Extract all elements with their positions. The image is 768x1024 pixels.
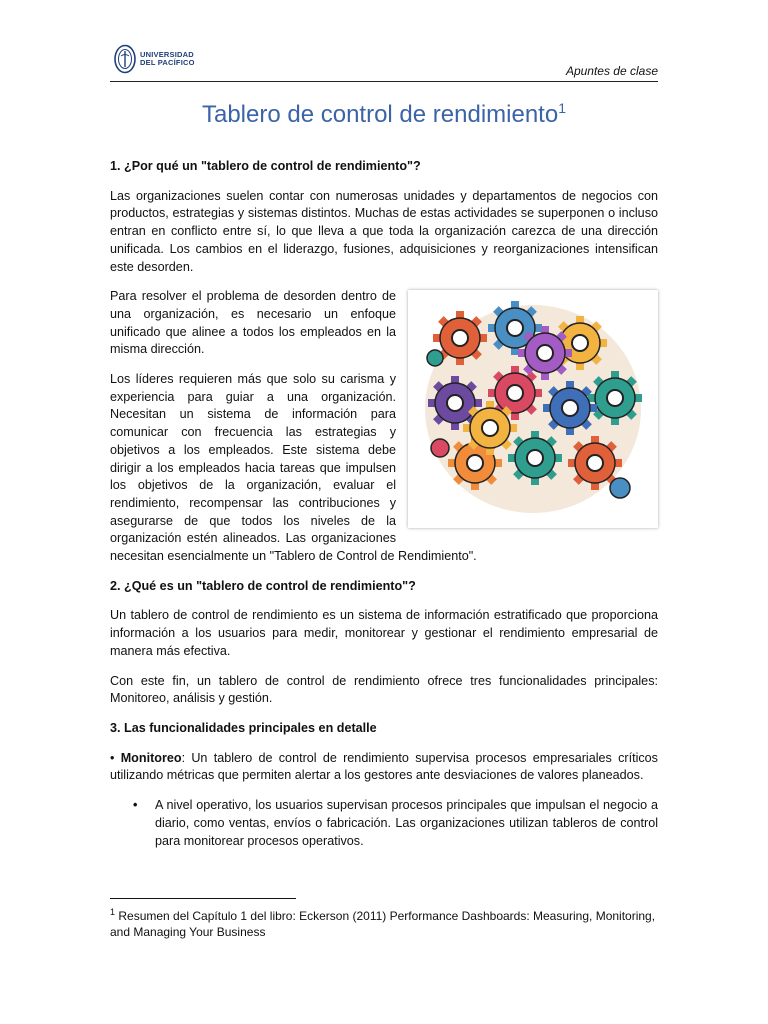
monitoring-text: : Un tablero de control de rendimiento supervisa procesos empresariales críticos utilizando métricas que permiten alertar a los gestores ante desviaciones de valores planeados.: [110, 750, 658, 783]
section-1-heading: 1. ¿Por qué un "tablero de control de rendimiento"?: [110, 159, 421, 173]
university-seal-icon: [114, 44, 136, 74]
title-text: Tablero de control de rendimiento: [201, 101, 559, 128]
header-divider: [110, 81, 658, 82]
logo-line-2: DEL PACÍFICO: [140, 58, 195, 67]
footnote: [110, 904, 658, 940]
section-2-paragraph-1: Un tablero de control de rendimiento es un sistema de información estratificado que proporciona información a los usuarios para medir, monitorear y gestionar el rendimiento empresarial de manera más efectiva.: [110, 608, 658, 658]
university-logo: [114, 44, 195, 74]
header-label: Apuntes de clase: [565, 64, 658, 78]
footnote-marker: 1: [110, 907, 116, 917]
monitoring-bullet: •: [110, 750, 121, 765]
footnote-text: Resumen del Capítulo 1 del libro: Eckerson (2011) Performance Dashboards: Measuring, Monitoring, and Managing Your Business: [110, 909, 656, 939]
section-2-paragraph-2: Con este fin, un tablero de control de rendimiento ofrece tres funcionalidades principales: Monitoreo, análisis y gestión.: [110, 673, 658, 706]
footnote-divider: [110, 898, 296, 899]
page-header: [110, 40, 658, 82]
monitoring-list: [110, 797, 658, 850]
logo-line-1: UNIVERSIDAD: [140, 49, 194, 59]
gears-image: [420, 298, 646, 520]
document-body: [110, 158, 658, 862]
monitoring-paragraph: [110, 750, 658, 785]
section-1-paragraph-3: Los líderes requieren más que solo su carisma y experiencia para guiar a una organización. Necesitan un sistema de información para comunicar con frecuencia las estrategias y objetivos a los empleados. Este sistema debe dirigir a los empleados hacia tareas que impulsen los objetivos de la organización, evaluar el rendimiento, recompensar las contribuciones y asegurarse de que todos los niveles de la organización estén alineados. Las organizaciones necesitan esencialmente un "Tablero de Control de Rendimiento".: [110, 372, 477, 564]
page-title: [110, 100, 658, 129]
section-1-paragraph-1: Las organizaciones suelen contar con numerosas unidades y departamentos de negocios con productos, estrategias y sistemas distintos. Muchas de estas actividades se superponen o incluso entran en conflicto entre sí, lo que lleva a que toda la organización carezca de una dirección unificada. Los cambios en el liderazgo, fusiones, adquisiciones y reorganizaciones intensifican este desorden.: [110, 188, 658, 274]
section-1-paragraph-2: Para resolver el problema de desorden dentro de una organización, es necesario un enfoque unificado que alinee a todos los empleados en la misma dirección.: [110, 289, 396, 357]
section-3-heading: 3. Las funcionalidades principales en detalle: [110, 720, 377, 735]
monitoring-label: Monitoreo: [120, 750, 182, 765]
title-footnote-marker: 1: [558, 100, 566, 116]
gears-illustration: [408, 290, 658, 528]
section-2-heading: 2. ¿Qué es un "tablero de control de rendimiento"?: [110, 578, 416, 593]
list-item: • A nivel operativo, los usuarios supervisan procesos principales que impulsan el negocio a diario, como ventas, envíos o fabricación. Las organizaciones utilizan tableros de control para monitorear procesos operativos.: [155, 797, 658, 850]
